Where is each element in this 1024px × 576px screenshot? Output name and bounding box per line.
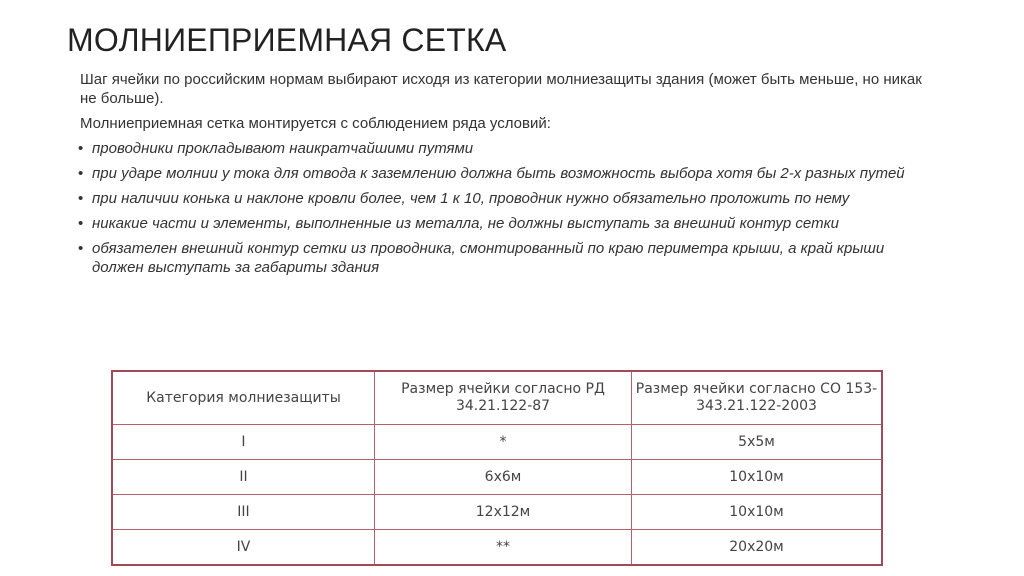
table-header-row bbox=[112, 371, 882, 425]
list-item: • никакие части и элементы, выполненные из металла, не должны выступать за внешний контур сетки bbox=[78, 215, 840, 232]
table-cell: 5х5м bbox=[632, 425, 883, 460]
intro-paragraph: Шаг ячейки по российским нормам выбирают исходя из категории молниезащиты здания (может быть меньше, но никак не больше). bbox=[80, 71, 922, 107]
table-row bbox=[112, 425, 882, 460]
list-item: • при наличии конька и наклоне кровли более, чем 1 к 10, проводник нужно обязательно проложить по нему bbox=[78, 190, 850, 207]
bullet-icon: • bbox=[78, 215, 84, 232]
table-cell: 6х6м bbox=[375, 460, 632, 495]
table-cell: 10х10м bbox=[632, 460, 883, 495]
list-item: • проводники прокладывают наикратчайшими путями bbox=[78, 140, 474, 157]
table-cell: 20х20м bbox=[632, 530, 883, 566]
content-body bbox=[80, 70, 940, 283]
conditions-list bbox=[80, 139, 940, 277]
table-cell: 10х10м bbox=[632, 495, 883, 530]
list-item: • обязателен внешний контур сетки из проводника, смонтированный по краю периметра крыши, а край крыши должен выступать за габариты здания bbox=[78, 240, 885, 276]
table-row bbox=[112, 460, 882, 495]
table-cell: I bbox=[112, 425, 375, 460]
table-header-so: Размер ячейки согласно СО 153-343.21.122-2003 bbox=[632, 371, 883, 425]
list-item: • при ударе молнии у тока для отвода к заземлению должна быть возможность выбора хотя бы 2-х разных путей bbox=[78, 165, 905, 182]
bullet-icon: • bbox=[78, 190, 84, 207]
bullet-icon: • bbox=[78, 240, 84, 257]
table-cell: * bbox=[375, 425, 632, 460]
table-row bbox=[112, 495, 882, 530]
table-header-category: Категория молниезащиты bbox=[112, 371, 375, 425]
page-title: МОЛНИЕПРИЕМНАЯ СЕТКА bbox=[67, 22, 507, 58]
bullet-icon: • bbox=[78, 140, 84, 157]
table-cell: III bbox=[112, 495, 375, 530]
mesh-size-table bbox=[111, 370, 883, 563]
conditions-paragraph: Молниеприемная сетка монтируется с соблюдением ряда условий: bbox=[80, 115, 551, 132]
bullet-icon: • bbox=[78, 165, 84, 182]
table-row bbox=[112, 530, 882, 566]
table-header-rd: Размер ячейки согласно РД 34.21.122-87 bbox=[375, 371, 632, 425]
table-cell: II bbox=[112, 460, 375, 495]
table-cell: ** bbox=[375, 530, 632, 566]
table-cell: IV bbox=[112, 530, 375, 566]
table-cell: 12х12м bbox=[375, 495, 632, 530]
